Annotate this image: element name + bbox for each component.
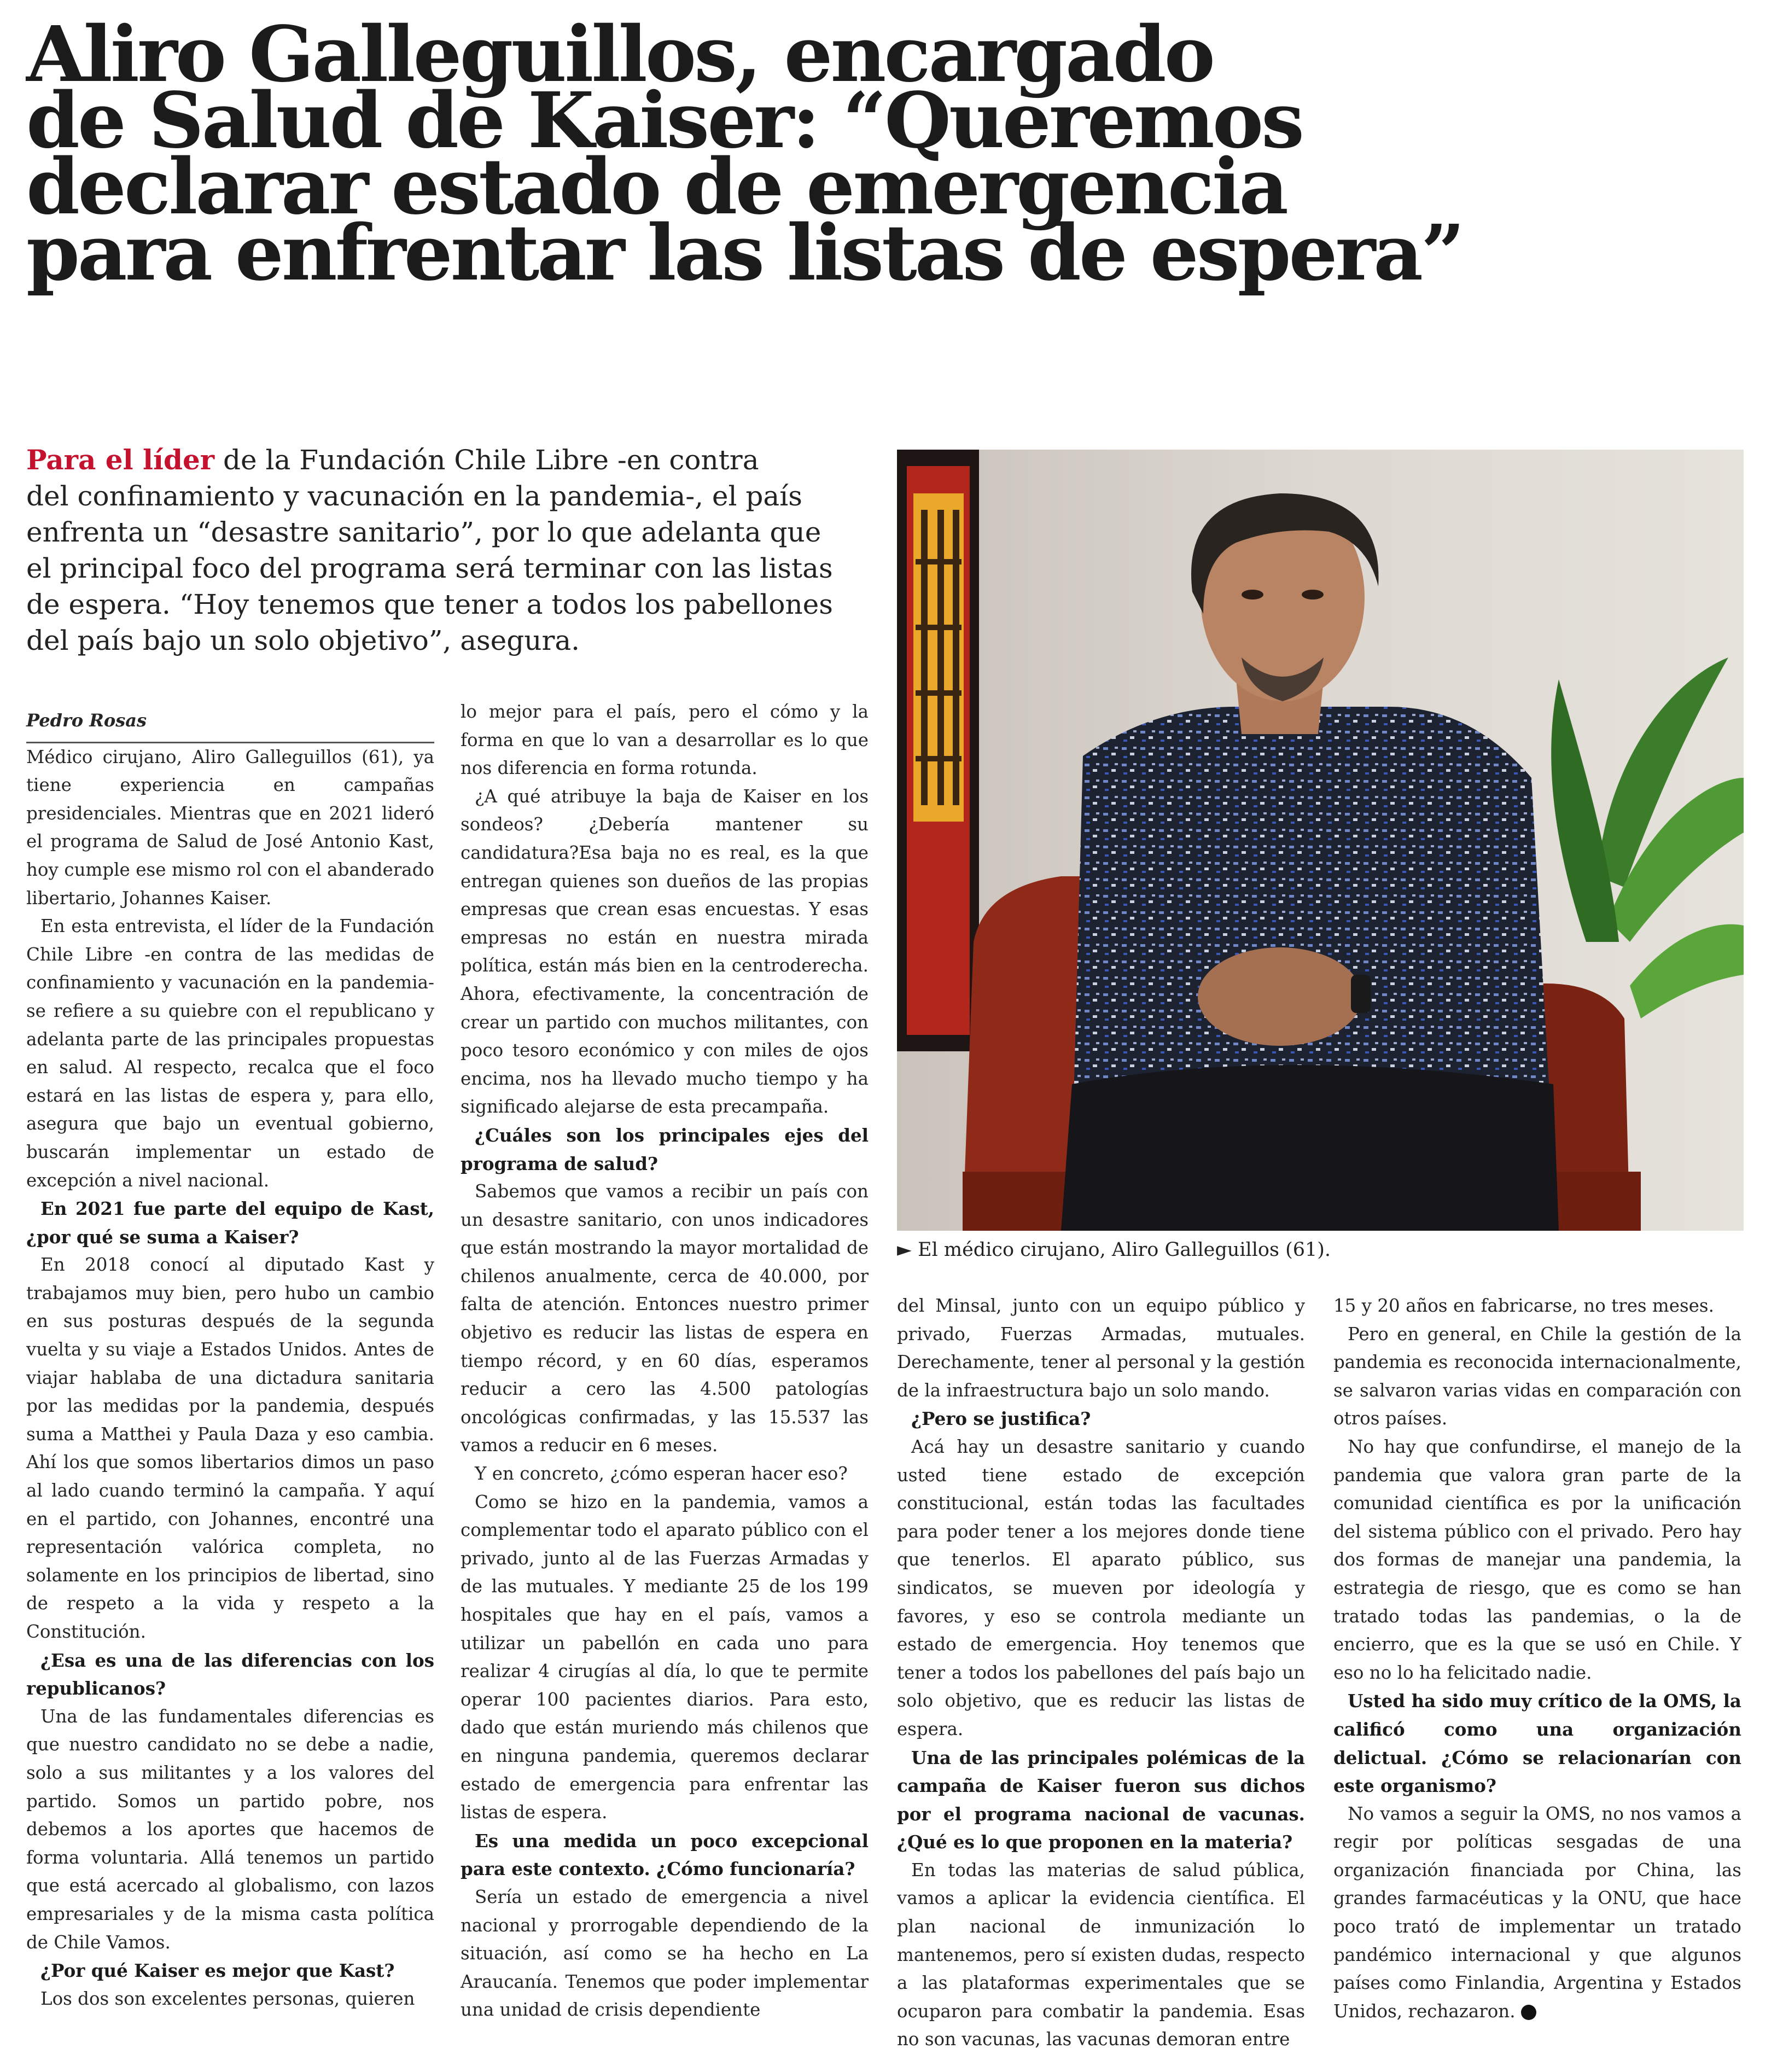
- portrait-illustration: [897, 450, 1744, 1231]
- paragraph: [1333, 1800, 1741, 2026]
- interview-question: En 2021 fue parte del equipo de Kast, ¿por qué se suma a Kaiser?: [26, 1198, 434, 1248]
- lead-kicker: Para el líder: [26, 444, 215, 476]
- paragraph: En 2018 conocí al diputado Kast y trabajamos muy bien, pero hubo un cambio en sus posturas después de la segunda vuelta y su viaje a Estados Unidos. Antes de viajar hablaba de una dictadura sanitaria por las medidas por la pandemia, después suma a Matthei y Paula Daza y eso cambia. Ahí los que somos libertarios dimos un paso al lado cuando terminó la campaña. Y aquí en el partido, con Johannes, encontré una representación valórica completa, no solamente en los principios de libertad, sino de respeto a la vida y respeto a la Constitución.: [26, 1254, 434, 1642]
- paragraph: ¿A qué atribuye la baja de Kaiser en los sondeos? ¿Debería mantener su candidatura?Esa baja no es real, es la que entregan quienes son dueños de las propias empresas que crean esas encuestas. Y esas empresas no están en nuestra mirada política, están más bien en la centroderecha. Ahora, efectivamente, la concentración de crear un partido con muchos militantes, con poco tesoro económico y con miles de ojos encima, nos ha llevado mucho tiempo y ha significado alejarse de esta precampaña.: [461, 785, 869, 1118]
- paragraph: Los dos son excelentes personas, quieren: [40, 1988, 415, 2009]
- lead-line: el principal foco del programa será terminar con las listas: [26, 552, 833, 584]
- paragraph: 15 y 20 años en fabricarse, no tres meses.: [1333, 1295, 1714, 1316]
- paragraph: Sería un estado de emergencia a nivel nacional y prorrogable dependiendo de la situación, así como se ha hecho en La Araucanía. Tenemos que poder implementar una unidad de crisis dependiente: [461, 1886, 869, 2021]
- article-column-1: [26, 707, 434, 2013]
- lead-line: enfrenta un “desastre sanitario”, por lo que adelanta que: [26, 516, 821, 548]
- lead-line: del confinamiento y vacunación en la pandemia-, el país: [26, 480, 802, 512]
- article-column-4: [1333, 1292, 1741, 2026]
- headline: [26, 10, 1503, 298]
- lead-first-line: de la Fundación Chile Libre -en contra: [214, 444, 759, 476]
- lead-line: de espera. “Hoy tenemos que tener a todos los pabellones: [26, 589, 833, 620]
- paragraph: Médico cirujano, Aliro Galleguillos (61), ya tiene experiencia en campañas presidenciales. Mientras que en 2021 lideró el programa de Salud de José Antonio Kast, hoy cumple ese mismo rol con el abanderado libertario, Johannes Kaiser.: [26, 746, 434, 909]
- paragraph: Como se hizo en la pandemia, vamos a complementar todo el aparato público con el privado, junto al de las Fuerzas Armadas y de las mutuales. Y mediante 25 de los 199 hospitales que hay en el país, vamos a utilizar un pabellón en cada uno para realizar 4 cirugías al día, lo que te permite operar 100 pacientes diarios. Para esto, dado que están muriendo más chilenos que en ninguna pandemia, queremos declarar estado de emergencia para enfrentar las listas de espera.: [461, 1491, 869, 1823]
- final-paragraph-text: No vamos a seguir la OMS, no nos vamos a regir por políticas sesgadas de una organización financiada por China, las grandes farmacéuticas y la ONU, que hace poco trató de implementar un tratado pandémico internacional y que algunos países como Finlandia, Argentina y Estados Unidos, rechazaron.: [1333, 1803, 1741, 2022]
- article-column-3: [897, 1292, 1305, 2054]
- interview-question: Una de las principales polémicas de la campaña de Kaiser fueron sus dichos por el programa nacional de vacunas. ¿Qué es lo que proponen en la materia?: [897, 1747, 1305, 1853]
- article-column-2: [461, 698, 869, 2024]
- end-mark-icon: [1521, 2005, 1536, 2020]
- lead-line: del país bajo un solo objetivo”, asegura.: [26, 625, 580, 656]
- headline-line: Aliro Galleguillos, encargado: [26, 10, 1213, 100]
- paragraph: del Minsal, junto con un equipo público y privado, Fuerzas Armadas, mutuales. Derechamente, tener al personal y la gestión de la infraestructura bajo un solo mando.: [897, 1295, 1305, 1401]
- headline-line: para enfrentar las listas de espera”: [26, 208, 1463, 298]
- interview-question: ¿Esa es una de las diferencias con los republicanos?: [26, 1649, 434, 1699]
- interview-question: Es una medida un poco excepcional para este contexto. ¿Cómo funcionaría?: [461, 1830, 869, 1880]
- paragraph: Acá hay un desastre sanitario y cuando usted tiene estado de excepción constitucional, están todas las facultades para poder tener a los mejores donde tiene que tenerlos. El aparato público, sus sindicatos, se mueven por ideología y favores, y eso se controla mediante un estado de emergencia. Hoy tenemos que tener a todos los pabellones del país bajo un solo objetivo, que es reducir las listas de espera.: [897, 1436, 1305, 1739]
- lead-paragraph: [26, 442, 833, 659]
- interview-question: ¿Cuáles son los principales ejes del programa de salud?: [461, 1124, 869, 1174]
- portrait-photo: [897, 450, 1744, 1231]
- photo-caption: ► El médico cirujano, Aliro Galleguillos (61).: [897, 1239, 1331, 1261]
- headline-line: declarar estado de emergencia: [26, 142, 1286, 232]
- paragraph: En todas las materias de salud pública, vamos a aplicar la evidencia científica. El plan nacional de inmunización lo mantenemos, pero sí existen dudas, respecto a las plataformas experimentales que se ocuparon para combatir la pandemia. Esas no son vacunas, las vacunas demoran entre: [897, 1859, 1305, 2050]
- paragraph: Y en concreto, ¿cómo esperan hacer eso?: [475, 1463, 848, 1485]
- paragraph: Pero en general, en Chile la gestión de la pandemia es reconocida internacionalmente, se salvaron varias vidas en comparación con otros países.: [1333, 1323, 1741, 1429]
- interview-question: ¿Pero se justifica?: [911, 1408, 1091, 1430]
- interview-question: Usted ha sido muy crítico de la OMS, la calificó como una organización delictual. ¿Cómo se relacionarían con este organismo?: [1333, 1690, 1741, 1797]
- interview-question: ¿Por qué Kaiser es mejor que Kast?: [40, 1960, 395, 1982]
- paragraph: lo mejor para el país, pero el cómo y la forma en que lo van a desarrollar es lo que nos diferencia en forma rotunda.: [461, 701, 869, 779]
- paragraph: Sabemos que vamos a recibir un país con un desastre sanitario, con unos indicadores que están mostrando la mayor mortalidad de chilenos anualmente, cerca de 40.000, por falta de atención. Entonces nuestro primer objetivo es reducir las listas de espera en tiempo récord, y en 60 días, esperamos reducir a cero las 4.500 patologías oncológicas confirmadas, y las 15.537 las vamos a reducir en 6 meses.: [461, 1181, 869, 1456]
- paragraph: No hay que confundirse, el manejo de la pandemia que valora gran parte de la comunidad científica es por la unificación del sistema público con el privado. Pero hay dos formas de manejar una pandemia, la estrategia de riesgo, que es como se han tratado todas las pandemias, o la de encierro, que es la que se usó en Chile. Y eso no lo ha felicitado nadie.: [1333, 1436, 1741, 1683]
- paragraph: Una de las fundamentales diferencias es que nuestro candidato no se debe a nadie, solo a sus militantes y a los valores del partido. Somos un partido pobre, nos debemos a los aportes que hacemos de forma voluntaria. Allá tenemos un partido que está acercado al globalismo, con lazos empresariales y de la misma casta política de Chile Vamos.: [26, 1706, 434, 1953]
- byline: Pedro Rosas: [26, 707, 434, 743]
- headline-line: de Salud de Kaiser: “Queremos: [26, 76, 1302, 166]
- paragraph: En esta entrevista, el líder de la Fundación Chile Libre -en contra de las medidas de confinamiento y vacunación en la pandemia- se refiere a su quiebre con el republicano y adelanta parte de las principales propuestas en salud. Al respecto, recalca que el foco estará en las listas de espera y, para ello, asegura que bajo un eventual gobierno, buscarán implementar un estado de excepción a nivel nacional.: [26, 916, 434, 1191]
- lead-line: [26, 442, 825, 478]
